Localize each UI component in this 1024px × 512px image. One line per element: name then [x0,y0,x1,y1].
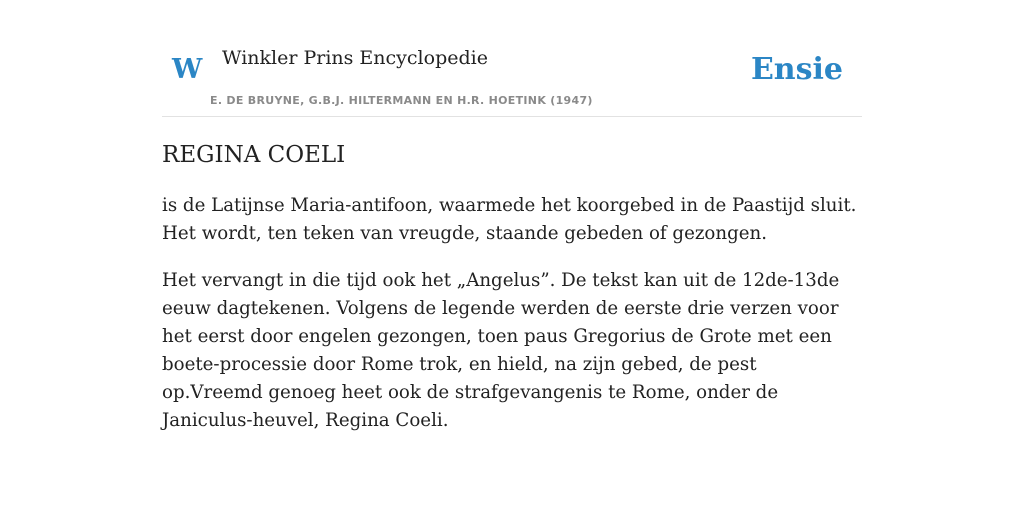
source-title[interactable]: Winkler Prins Encyclopedie [222,47,488,69]
article-body [162,192,862,454]
article-title: REGINA COELI [162,142,346,168]
ensie-logo-link[interactable]: Ensie [750,52,843,87]
source-header [162,0,862,117]
article-paragraph: Het vervangt in die tijd ook het „Angelus”. De tekst kan uit de 12de-13de eeuw dagtekenen. Volgens de legende werden de eerste drie verzen voor het eerst door engelen gezongen, toen paus Gregorius de Grote met een boete-processie door Rome trok, en hield, na zijn gebed, de pest op.Vreemd genoeg heet ook de strafgevangenis te Rome, onder de Janiculus-heuvel, Regina Coeli. [162,270,840,431]
source-authors: E. DE BRUYNE, G.B.J. HILTERMANN EN H.R. HOETINK (1947) [210,94,593,107]
article-page [162,0,862,431]
article-paragraph: is de Latijnse Maria-antifoon, waarmede het koorgebed in de Paastijd sluit. Het wordt, ten teken van vreugde, staande gebeden of gezongen. [162,195,857,244]
source-logo[interactable]: W [172,54,203,85]
